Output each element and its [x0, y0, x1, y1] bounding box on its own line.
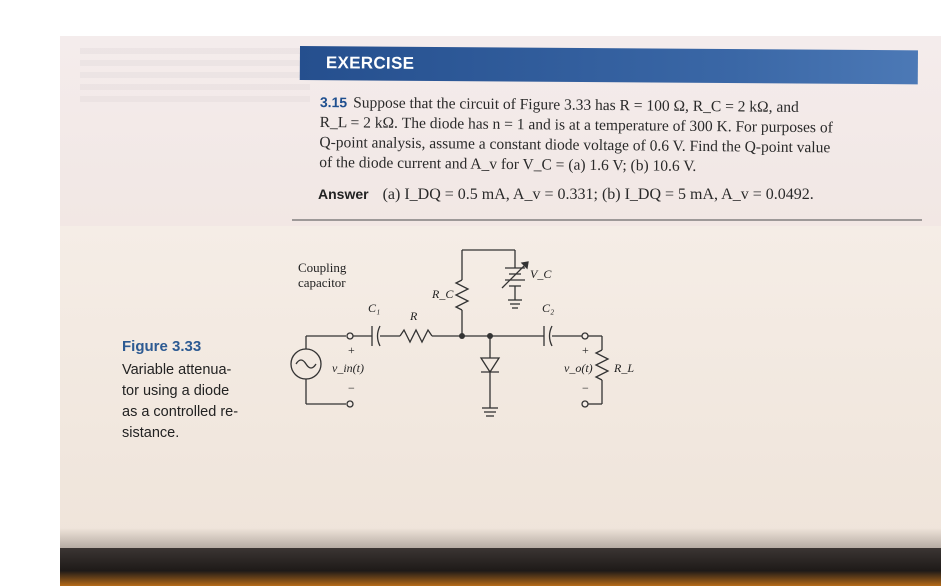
vin-label: v_in(t)	[332, 361, 364, 375]
figure-caption: Variable attenua- tor using a diode as a controlled re- sistance.	[122, 362, 239, 441]
answer	[318, 186, 918, 204]
exercise-banner	[300, 46, 918, 84]
exercise-label: EXERCISE	[325, 53, 415, 73]
node-dot	[459, 333, 465, 339]
c1-label: C₁	[368, 301, 381, 315]
problem-number: 3.15	[319, 93, 348, 111]
problem-line-4: of the diode current and A_v for V_C = (a) 1.6 V; (b) 10.6 V.	[319, 153, 697, 175]
vo-minus: −	[582, 381, 589, 395]
r-label: R	[410, 309, 418, 323]
page-edge-shadow	[60, 528, 941, 550]
circuit-diagram	[280, 240, 640, 430]
bleed-through-text	[80, 48, 310, 108]
answer-label: Answer	[318, 186, 369, 202]
vo-label: v_o(t)	[564, 361, 593, 375]
desk-surface	[60, 548, 941, 586]
resistor-r	[400, 330, 432, 342]
vin-minus: −	[348, 381, 355, 395]
rc-label: R_C	[432, 287, 454, 301]
answer-text: (a) I_DQ = 0.5 mA, A_v = 0.331; (b) I_DQ = 5 mA, A_v = 0.0492.	[382, 186, 814, 203]
diode-icon	[481, 358, 499, 372]
coupling-label: Coupling	[298, 260, 347, 275]
sine-wave-icon	[296, 360, 316, 368]
vo-plus: +	[582, 343, 589, 357]
vc-label: V_C	[530, 267, 552, 281]
problem-line-3: Q-point analysis, assume a constant diode voltage of 0.6 V. Find the Q-point value	[319, 133, 831, 157]
problem-text	[319, 92, 918, 179]
divider-rule	[292, 219, 922, 221]
problem-line-1: 3.15 Suppose that the circuit of Figure 3.33 has R = 100 Ω, R_C = 2 kΩ, and	[319, 93, 799, 117]
rl-label: R_L	[614, 361, 635, 375]
vin-plus: +	[348, 343, 355, 357]
node-dot	[487, 333, 493, 339]
c2-label: C₂	[542, 301, 555, 315]
problem-line-2: R_L = 2 kΩ. The diode has n = 1 and is at a temperature of 300 K. For purposes of	[319, 113, 833, 137]
resistor-rc	[456, 280, 468, 310]
resistor-rl	[596, 350, 608, 380]
figure-title: Figure 3.33	[122, 338, 202, 355]
coupling-label-2: capacitor	[298, 275, 346, 290]
